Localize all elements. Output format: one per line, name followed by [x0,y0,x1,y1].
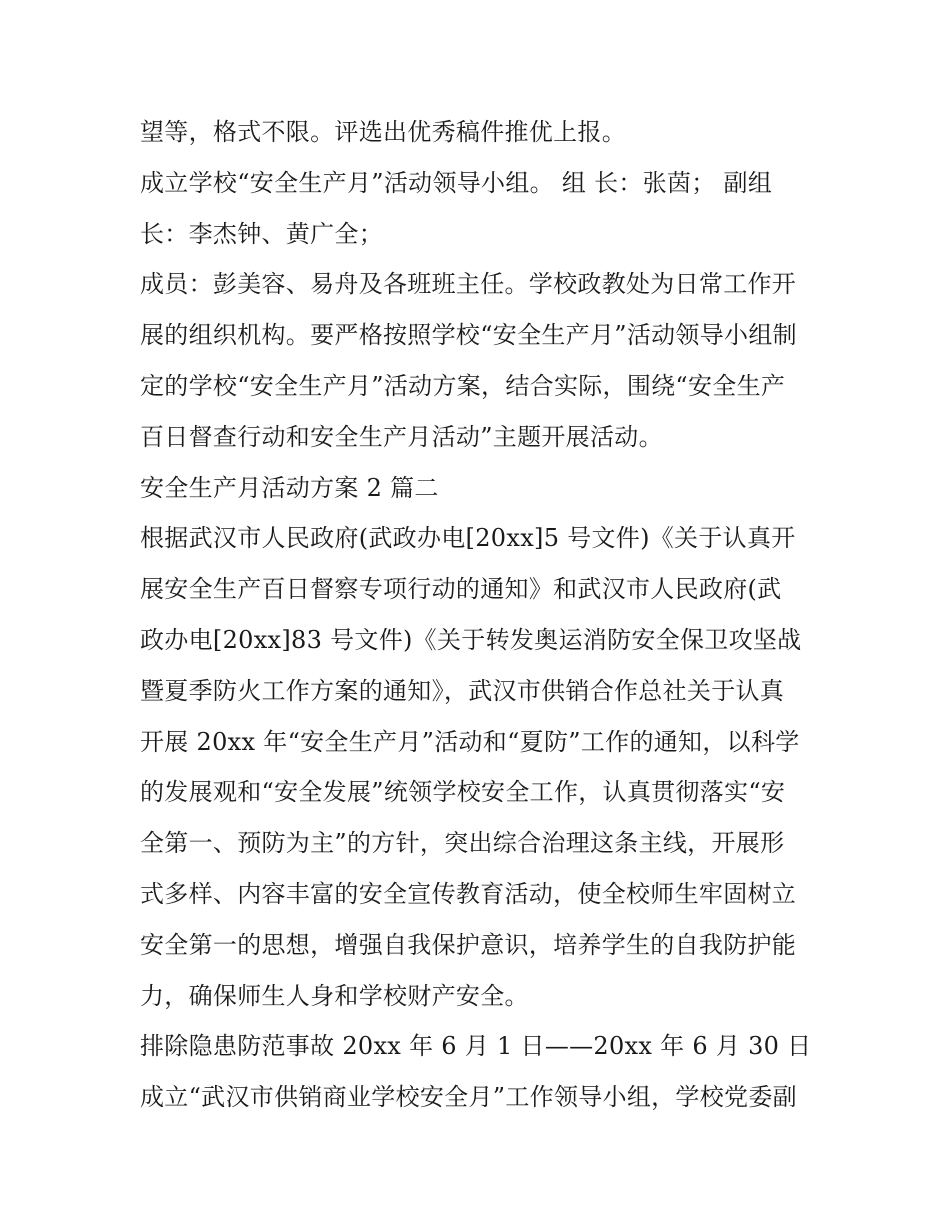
text-line: 成立“武汉市供销商业学校安全月”工作领导小组，学校党委副 [140,1083,797,1112]
text-line: 的发展观和“安全发展”统领学校安全工作，认真贯彻落实“安 [140,778,786,807]
text-line: 根据武汉市人民政府(武政办电[20xx]5 号文件)《关于认真开 [140,524,796,553]
text-line: 安全第一的思想，增强自我保护意识，培养学生的自我防护能 [140,930,797,959]
text-line: 排除隐患防范事故 20xx 年 6 月 1 日——20xx 年 6 月 30 日 [140,1032,812,1061]
text-line: 暨夏季防火工作方案的通知》，武汉市供销合作总社关于认真 [140,676,785,705]
text-line: 全第一、预防为主”的方针，突出综合治理这条主线，开展形 [140,829,785,858]
document-body [140,107,820,1123]
text-line: 展安全生产百日督察专项行动的通知》和武汉市人民政府(武 [140,575,782,604]
text-line: 成员：彭美容、易舟及各班班主任。学校政教处为日常工作开 [140,270,797,299]
text-line: 式多样、内容丰富的安全宣传教育活动，使全校师生牢固树立 [140,879,797,908]
text-line: 望等，格式不限。评选出优秀稿件推优上报。 [140,118,626,146]
text-line: 力，确保师生人身和学校财产安全。 [140,981,529,1010]
text-line: 成立学校“安全生产月”活动领导小组。 组 长：张茵； 副组 [140,168,773,197]
text-line: 百日督查行动和安全生产月活动”主题开展活动。 [140,422,663,451]
text-line: 政办电[20xx]83 号文件)《关于转发奥运消防安全保卫攻坚战 [140,625,802,654]
text-line: 展的组织机构。要严格按照学校“安全生产月”活动领导小组制 [140,321,797,350]
section-heading: 安全生产月活动方案 2 篇二 [140,473,439,502]
text-line: 定的学校“安全生产月”活动方案，结合实际，围绕“安全生产 [140,371,786,400]
text-line: 开展 20xx 年“安全生产月”活动和“夏防”工作的通知，以科学 [140,727,800,756]
text-line: 长：李杰钟、黄广全； [140,219,383,248]
